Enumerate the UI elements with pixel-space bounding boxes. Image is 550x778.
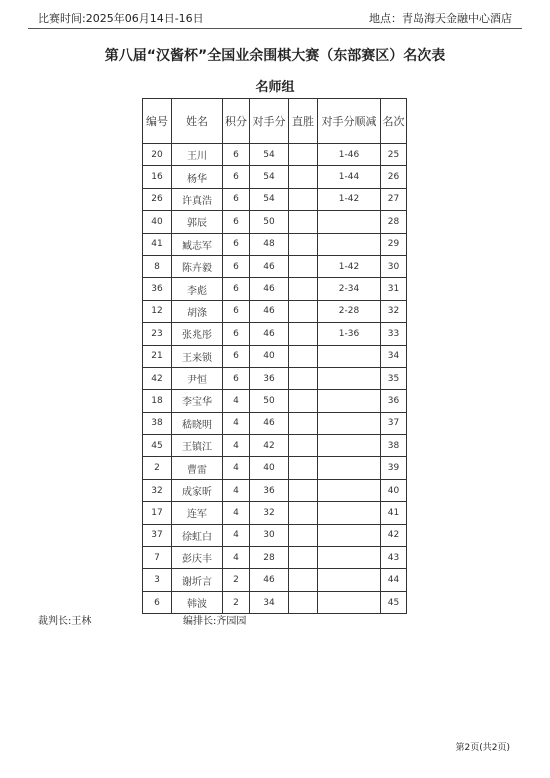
cell-opponent-score: 48: [250, 233, 289, 255]
cell-opponent-score-reduced: [318, 524, 381, 546]
table-row: [143, 345, 407, 367]
cell-head-to-head: [289, 278, 318, 300]
cell-number: 23: [143, 323, 172, 345]
cell-number: 37: [143, 524, 172, 546]
table-row: [143, 591, 407, 613]
cell-head-to-head: [289, 166, 318, 188]
cell-name: 嵇晓明: [172, 412, 223, 434]
cell-head-to-head: [289, 323, 318, 345]
cell-opponent-score: 28: [250, 547, 289, 569]
cell-rank: 36: [381, 390, 407, 412]
cell-head-to-head: [289, 345, 318, 367]
table-row: [143, 524, 407, 546]
cell-number: 40: [143, 211, 172, 233]
cell-number: 17: [143, 502, 172, 524]
cell-head-to-head: [289, 211, 318, 233]
col-header-name: 姓名: [172, 99, 223, 144]
cell-points: 4: [223, 390, 250, 412]
cell-opponent-score: 36: [250, 367, 289, 389]
table-row: [143, 479, 407, 501]
cell-number: 6: [143, 591, 172, 613]
cell-rank: 40: [381, 479, 407, 501]
cell-opponent-score: 30: [250, 524, 289, 546]
cell-opponent-score-reduced: [318, 390, 381, 412]
cell-points: 6: [223, 345, 250, 367]
cell-head-to-head: [289, 502, 318, 524]
cell-rank: 38: [381, 435, 407, 457]
cell-rank: 27: [381, 188, 407, 210]
cell-head-to-head: [289, 300, 318, 322]
cell-opponent-score: 46: [250, 412, 289, 434]
cell-head-to-head: [289, 144, 318, 166]
page-header: [28, 10, 522, 29]
table-row: [143, 233, 407, 255]
match-venue: 地点：青岛海天金融中心酒店: [369, 12, 512, 25]
table-row: [143, 457, 407, 479]
cell-points: 6: [223, 144, 250, 166]
cell-number: 7: [143, 547, 172, 569]
cell-opponent-score-reduced: [318, 569, 381, 591]
cell-points: 4: [223, 457, 250, 479]
cell-rank: 45: [381, 591, 407, 613]
cell-number: 8: [143, 255, 172, 277]
cell-points: 4: [223, 502, 250, 524]
cell-name: 曹雷: [172, 457, 223, 479]
cell-opponent-score-reduced: 2-34: [318, 278, 381, 300]
cell-points: 4: [223, 412, 250, 434]
ranking-table: [142, 98, 407, 614]
cell-rank: 43: [381, 547, 407, 569]
cell-opponent-score: 40: [250, 457, 289, 479]
cell-name: 臧志军: [172, 233, 223, 255]
cell-name: 郭辰: [172, 211, 223, 233]
col-header-points: 积分: [223, 99, 250, 144]
cell-rank: 30: [381, 255, 407, 277]
cell-rank: 28: [381, 211, 407, 233]
cell-rank: 39: [381, 457, 407, 479]
col-header-head-to-head: 直胜: [289, 99, 318, 144]
table-row: [143, 144, 407, 166]
cell-name: 尹恒: [172, 367, 223, 389]
cell-name: 陈卉毅: [172, 255, 223, 277]
cell-rank: 31: [381, 278, 407, 300]
cell-number: 16: [143, 166, 172, 188]
group-title: 名师组: [255, 80, 295, 95]
cell-opponent-score-reduced: [318, 412, 381, 434]
table-row: [143, 367, 407, 389]
cell-opponent-score: 42: [250, 435, 289, 457]
cell-opponent-score-reduced: [318, 591, 381, 613]
table-row: [143, 300, 407, 322]
table-row: [143, 166, 407, 188]
cell-points: 6: [223, 323, 250, 345]
cell-opponent-score-reduced: [318, 547, 381, 569]
cell-name: 张兆彤: [172, 323, 223, 345]
cell-points: 6: [223, 233, 250, 255]
table-row: [143, 412, 407, 434]
cell-number: 20: [143, 144, 172, 166]
match-time: 比赛时间:2025年06月14日-16日: [38, 12, 204, 25]
cell-number: 18: [143, 390, 172, 412]
cell-head-to-head: [289, 367, 318, 389]
cell-head-to-head: [289, 569, 318, 591]
cell-opponent-score-reduced: 1-46: [318, 144, 381, 166]
cell-opponent-score-reduced: [318, 502, 381, 524]
table-row: [143, 323, 407, 345]
cell-points: 6: [223, 300, 250, 322]
cell-head-to-head: [289, 457, 318, 479]
col-header-opponent-score: 对手分: [250, 99, 289, 144]
cell-opponent-score-reduced: 1-42: [318, 188, 381, 210]
cell-rank: 42: [381, 524, 407, 546]
cell-points: 6: [223, 255, 250, 277]
cell-opponent-score: 50: [250, 390, 289, 412]
cell-name: 韩波: [172, 591, 223, 613]
cell-opponent-score-reduced: 2-28: [318, 300, 381, 322]
table-header-row: [143, 99, 407, 144]
table-row: [143, 278, 407, 300]
cell-number: 32: [143, 479, 172, 501]
referee-label: 裁判长:王林: [38, 616, 92, 627]
cell-opponent-score: 54: [250, 144, 289, 166]
cell-opponent-score-reduced: 1-42: [318, 255, 381, 277]
cell-opponent-score-reduced: [318, 233, 381, 255]
cell-name: 连军: [172, 502, 223, 524]
cell-number: 42: [143, 367, 172, 389]
table-row: [143, 188, 407, 210]
cell-rank: 25: [381, 144, 407, 166]
cell-points: 6: [223, 188, 250, 210]
cell-opponent-score: 50: [250, 211, 289, 233]
cell-opponent-score: 34: [250, 591, 289, 613]
table-row: [143, 255, 407, 277]
cell-opponent-score: 46: [250, 323, 289, 345]
cell-head-to-head: [289, 547, 318, 569]
col-header-number: 编号: [143, 99, 172, 144]
cell-opponent-score: 32: [250, 502, 289, 524]
cell-points: 2: [223, 591, 250, 613]
table-row: [143, 211, 407, 233]
cell-rank: 37: [381, 412, 407, 434]
document-title: 第八届“汉酱杯”全国业余围棋大赛（东部赛区）名次表: [104, 48, 446, 64]
cell-opponent-score-reduced: [318, 367, 381, 389]
cell-number: 36: [143, 278, 172, 300]
page-number: 第2页(共2页): [455, 743, 510, 753]
cell-rank: 35: [381, 367, 407, 389]
cell-points: 4: [223, 524, 250, 546]
cell-name: 李宝华: [172, 390, 223, 412]
cell-number: 45: [143, 435, 172, 457]
cell-points: 4: [223, 479, 250, 501]
table-row: [143, 547, 407, 569]
col-header-rank: 名次: [381, 99, 407, 144]
cell-points: 4: [223, 435, 250, 457]
cell-head-to-head: [289, 188, 318, 210]
cell-opponent-score: 46: [250, 278, 289, 300]
cell-opponent-score: 54: [250, 188, 289, 210]
cell-rank: 32: [381, 300, 407, 322]
cell-opponent-score: 46: [250, 255, 289, 277]
cell-head-to-head: [289, 591, 318, 613]
cell-rank: 29: [381, 233, 407, 255]
cell-name: 成家昕: [172, 479, 223, 501]
cell-name: 彭庆丰: [172, 547, 223, 569]
cell-name: 胡涤: [172, 300, 223, 322]
cell-rank: 26: [381, 166, 407, 188]
cell-head-to-head: [289, 233, 318, 255]
cell-name: 杨华: [172, 166, 223, 188]
cell-name: 许真浩: [172, 188, 223, 210]
cell-name: 王镇江: [172, 435, 223, 457]
cell-head-to-head: [289, 524, 318, 546]
cell-opponent-score: 54: [250, 166, 289, 188]
cell-rank: 44: [381, 569, 407, 591]
cell-opponent-score-reduced: [318, 345, 381, 367]
cell-opponent-score: 40: [250, 345, 289, 367]
cell-number: 38: [143, 412, 172, 434]
cell-number: 41: [143, 233, 172, 255]
cell-rank: 33: [381, 323, 407, 345]
col-header-opponent-score-reduced: 对手分顺减: [318, 99, 381, 144]
ranking-table-body: [143, 144, 407, 614]
table-row: [143, 435, 407, 457]
cell-number: 26: [143, 188, 172, 210]
cell-head-to-head: [289, 479, 318, 501]
table-row: [143, 569, 407, 591]
cell-opponent-score: 36: [250, 479, 289, 501]
cell-name: 谢圻言: [172, 569, 223, 591]
cell-name: 李彪: [172, 278, 223, 300]
cell-opponent-score-reduced: 1-36: [318, 323, 381, 345]
cell-number: 21: [143, 345, 172, 367]
cell-head-to-head: [289, 412, 318, 434]
cell-opponent-score-reduced: 1-44: [318, 166, 381, 188]
cell-rank: 34: [381, 345, 407, 367]
cell-number: 3: [143, 569, 172, 591]
cell-head-to-head: [289, 435, 318, 457]
cell-rank: 41: [381, 502, 407, 524]
cell-number: 2: [143, 457, 172, 479]
cell-points: 6: [223, 278, 250, 300]
cell-name: 王来锁: [172, 345, 223, 367]
table-row: [143, 390, 407, 412]
cell-opponent-score-reduced: [318, 457, 381, 479]
cell-points: 6: [223, 211, 250, 233]
cell-head-to-head: [289, 390, 318, 412]
cell-name: 王川: [172, 144, 223, 166]
cell-points: 4: [223, 547, 250, 569]
table-row: [143, 502, 407, 524]
cell-points: 6: [223, 166, 250, 188]
arranger-label: 编排长:齐园园: [183, 616, 247, 627]
cell-opponent-score: 46: [250, 300, 289, 322]
cell-name: 徐虹白: [172, 524, 223, 546]
cell-opponent-score: 46: [250, 569, 289, 591]
cell-points: 6: [223, 367, 250, 389]
cell-opponent-score-reduced: [318, 479, 381, 501]
cell-opponent-score-reduced: [318, 435, 381, 457]
cell-opponent-score-reduced: [318, 211, 381, 233]
cell-number: 12: [143, 300, 172, 322]
cell-head-to-head: [289, 255, 318, 277]
cell-points: 2: [223, 569, 250, 591]
